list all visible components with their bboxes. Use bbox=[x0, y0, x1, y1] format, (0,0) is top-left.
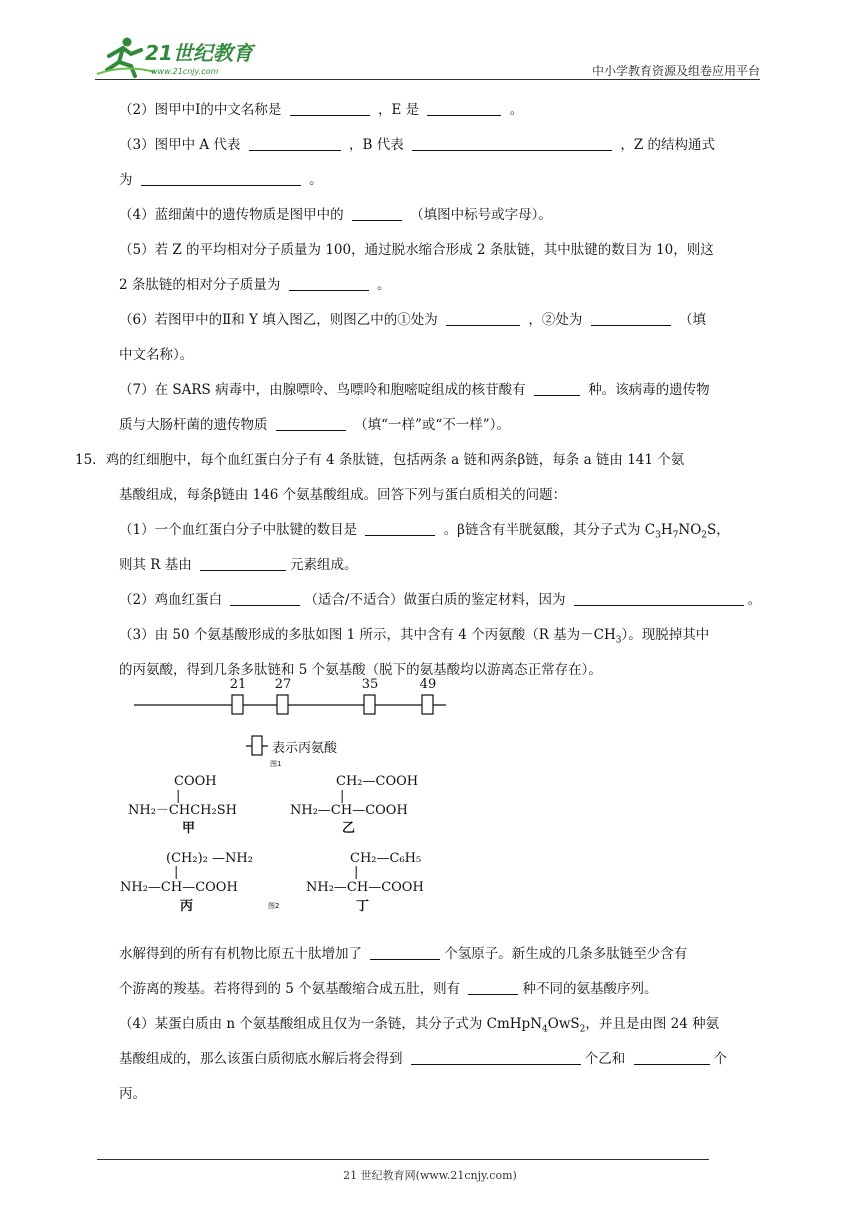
q14-part3-cont bbox=[95, 168, 770, 193]
q15-stem bbox=[75, 448, 770, 473]
answer-blank[interactable] bbox=[634, 1050, 710, 1065]
amino-acid-yi bbox=[290, 774, 418, 836]
answer-blank[interactable] bbox=[534, 381, 580, 396]
page-footer: 21 世纪教育网(www.21cnjy.com) bbox=[343, 1169, 517, 1182]
subscript: 2 bbox=[701, 530, 707, 541]
formula-bond: | bbox=[176, 789, 181, 804]
formula-bottom: NH₂—CH—COOH bbox=[290, 803, 408, 818]
answer-blank[interactable] bbox=[276, 416, 346, 431]
answer-blank[interactable] bbox=[427, 101, 501, 116]
logo bbox=[95, 34, 265, 78]
q14-part4-text-b: （填图中标号或字母）。 bbox=[410, 207, 552, 223]
alanine-marker-27 bbox=[275, 677, 292, 714]
answer-blank[interactable] bbox=[200, 556, 286, 571]
subscript: 2 bbox=[579, 1024, 586, 1035]
q14-part7-text-d: （填“一样”或“不一样”）。 bbox=[354, 417, 510, 433]
position-label: 35 bbox=[361, 677, 379, 692]
q15-part1 bbox=[95, 518, 770, 543]
q15-part3-text: （3）由 50 个氨基酸形成的多肽如图 1 所示，其中含有 4 个丙氨酸（R 基为－CH bbox=[119, 627, 616, 643]
formula-bond: | bbox=[354, 865, 359, 880]
q15-part3-after-fig-2 bbox=[95, 977, 770, 1002]
q14-part5-end: 。 bbox=[376, 277, 391, 293]
question-content bbox=[75, 98, 770, 1117]
q15-part4 bbox=[95, 1012, 770, 1037]
q15-part3-text-c: 的丙氨酸，得到几条多肽链和 5 个氨基酸（脱下的氨基酸均以游离态正常存在）。 bbox=[119, 662, 602, 678]
q14-part5-text-b: 2 条肽链的相对分子质量为 bbox=[119, 277, 281, 293]
q14-part6-text-c: （填 bbox=[678, 312, 706, 328]
subscript: 3 bbox=[615, 635, 622, 646]
q14-part5 bbox=[95, 238, 770, 263]
footer-divider bbox=[97, 1159, 709, 1160]
answer-blank[interactable] bbox=[468, 980, 518, 995]
q15-part1-text: （1）一个血红蛋白分子中肽键的数目是 bbox=[119, 522, 358, 538]
answer-blank[interactable] bbox=[290, 101, 370, 116]
alanine-marker-35 bbox=[362, 677, 379, 714]
q15-part4-text-e: 个乙和 bbox=[584, 1051, 626, 1067]
position-label: 49 bbox=[419, 677, 437, 692]
q14-part3 bbox=[95, 133, 770, 158]
q15-stem-text-b: 基酸组成，每条β链由 146 个氨基酸组成。回答下列与蛋白质相关的问题： bbox=[119, 487, 567, 503]
q14-part3-text: （3）图甲中 A 代表 bbox=[119, 137, 241, 153]
q14-part7-cont bbox=[95, 413, 770, 438]
amino-acid-ding bbox=[306, 851, 424, 914]
q15-stem-cont bbox=[95, 483, 770, 508]
q14-part6 bbox=[95, 308, 770, 333]
formula-bond: | bbox=[174, 865, 179, 880]
answer-blank[interactable] bbox=[230, 591, 300, 606]
q14-part7-text: （7）在 SARS 病毒中，由腺嘌呤、鸟嘌呤和胞嘧啶组成的核苷酸有 bbox=[119, 382, 526, 398]
formula-top: CH₂—C₆H₅ bbox=[350, 851, 422, 866]
q14-part7 bbox=[95, 378, 770, 403]
q15-part1-text-e: S， bbox=[707, 522, 730, 538]
q15-part3 bbox=[95, 623, 770, 648]
answer-blank[interactable] bbox=[446, 311, 520, 326]
q15-part1-text-c: H bbox=[660, 522, 673, 538]
q15-part1-text-f: 则其 R 基由 bbox=[119, 557, 192, 573]
answer-blank[interactable] bbox=[370, 945, 440, 960]
q15-part3-text-d: 水解得到的所有有机物比原五十肽增加了 bbox=[119, 946, 362, 962]
formula-bottom: NH₂—CH—COOH bbox=[306, 880, 424, 895]
figure-1-caption: 图1 bbox=[270, 760, 282, 768]
q14-part6-text-d: 中文名称）。 bbox=[119, 347, 194, 363]
figure-1-polypeptide bbox=[130, 672, 460, 772]
q15-part3-text-b: ）。现脱掉其中 bbox=[621, 627, 710, 643]
q15-part1-text-b: 。β链含有半胱氨酸，其分子式为 C bbox=[443, 522, 656, 538]
answer-blank[interactable] bbox=[141, 171, 301, 186]
amino-acid-bing bbox=[120, 851, 253, 914]
q15-part3-after-fig bbox=[95, 942, 770, 967]
q14-part6-text: （6）若图甲中的Ⅱ和 Y 填入图乙，则图乙中的①处为 bbox=[119, 312, 438, 328]
q15-part2-text: （2）鸡血红蛋白 bbox=[119, 592, 223, 608]
q15-part4-text-f: 个 bbox=[713, 1051, 728, 1067]
alanine-marker-49 bbox=[420, 677, 437, 714]
alanine-marker-21 bbox=[230, 677, 247, 714]
q15-part1-text-d: NO bbox=[678, 522, 702, 538]
formula-label: 丁 bbox=[356, 899, 370, 914]
q15-part4-text: （4）某蛋白质由 n 个氨基酸组成且仅为一条链，其分子式为 CmHpN bbox=[119, 1016, 543, 1032]
q14-part6-text-b: ，②处为 bbox=[528, 312, 583, 328]
logo-text: 21世纪教育 bbox=[145, 41, 253, 65]
q15-part1-text-g: 元素组成。 bbox=[290, 557, 358, 573]
q15-part3-text-f: 个游离的羧基。若将得到的 5 个氨基酸缩合成五肚，则有 bbox=[119, 981, 461, 997]
q14-part3-end: 。 bbox=[309, 172, 323, 188]
q15-part2 bbox=[95, 588, 770, 613]
q14-part3-text-b: ，B 代表 bbox=[349, 137, 404, 153]
formula-bottom: NH₂—CH—COOH bbox=[120, 880, 238, 895]
position-label: 21 bbox=[229, 677, 247, 692]
q15-part2-end: 。 bbox=[747, 592, 762, 608]
q14-part3-text-d: 为 bbox=[119, 172, 133, 188]
formula-top: (CH₂)₂ —NH₂ bbox=[166, 851, 253, 866]
subscript: 4 bbox=[542, 1024, 548, 1035]
answer-blank[interactable] bbox=[591, 311, 671, 326]
q15-stem-text: 鸡的红细胞中，每个血红蛋白分子有 4 条肽链，包括两条 a 链和两条β链，每条 a 链由 141 个氨 bbox=[105, 452, 685, 468]
figure-1-legend bbox=[246, 736, 338, 768]
q14-part2-end: 。 bbox=[509, 102, 524, 118]
amino-acid-jia bbox=[128, 774, 237, 836]
answer-blank[interactable] bbox=[289, 276, 369, 291]
formula-label: 丙 bbox=[180, 899, 194, 914]
q14-part7-text-b: 种。该病毒的遗传物 bbox=[588, 382, 710, 398]
formula-top: CH₂—COOH bbox=[336, 774, 419, 789]
formula-label: 乙 bbox=[342, 821, 356, 836]
answer-blank[interactable] bbox=[365, 521, 435, 536]
q14-part5-cont bbox=[95, 273, 770, 298]
q15-part4-text-d: 基酸组成的，那么该蛋白质彻底水解后将会得到 bbox=[119, 1051, 403, 1067]
formula-top: COOH bbox=[174, 774, 217, 789]
logo-url: www.21cnjy.com bbox=[151, 67, 219, 76]
header-divider bbox=[95, 79, 760, 80]
figure-2-caption: 图2 bbox=[268, 902, 280, 910]
answer-blank[interactable] bbox=[411, 1050, 581, 1065]
answer-blank[interactable] bbox=[249, 136, 341, 151]
q15-part2-text-b: （适合/不适合）做蛋白质的鉴定材料，因为 bbox=[304, 592, 566, 608]
answer-blank[interactable] bbox=[352, 206, 402, 221]
formula-bond: | bbox=[340, 789, 345, 804]
q14-part4-text: （4）蓝细菌中的遗传物质是图甲中的 bbox=[119, 207, 344, 223]
question-number: 15． bbox=[75, 452, 106, 468]
q14-part3-text-c: ，Z 的结构通式 bbox=[620, 137, 715, 153]
q14-part4 bbox=[95, 203, 770, 228]
answer-blank[interactable] bbox=[574, 591, 744, 606]
figure-2-amino-acids bbox=[118, 770, 448, 920]
subscript: 7 bbox=[672, 530, 679, 541]
subscript: 3 bbox=[655, 530, 661, 541]
q15-part3-text-g: 种不同的氨基酸序列。 bbox=[522, 981, 658, 997]
answer-blank[interactable] bbox=[412, 136, 612, 151]
position-label: 27 bbox=[274, 677, 292, 692]
formula-bottom: NH₂－CHCH₂SH bbox=[128, 803, 237, 818]
q15-part4-cont-2 bbox=[95, 1082, 770, 1107]
q15-part4-text-c: ，并且是由图 24 种氨 bbox=[585, 1016, 720, 1032]
legend-label: 表示丙氨酸 bbox=[272, 741, 338, 756]
q14-part6-cont bbox=[95, 343, 770, 368]
platform-title: 中小学教育资源及组卷应用平台 bbox=[591, 64, 760, 78]
q14-part2-text: （2）图甲中Ⅰ的中文名称是 bbox=[119, 102, 282, 118]
formula-label: 甲 bbox=[182, 821, 196, 836]
q15-part1-cont bbox=[95, 553, 770, 578]
q15-part4-cont bbox=[95, 1047, 770, 1072]
q14-part5-text: （5）若 Z 的平均相对分子质量为 100，通过脱水缩合形成 2 条肽链，其中肽键的数目为 10，则这 bbox=[119, 242, 714, 258]
q15-part4-text-b: OwS bbox=[547, 1016, 580, 1032]
q14-part7-text-c: 质与大肠杆菌的遗传物质 bbox=[119, 417, 268, 433]
q15-part4-text-g: 丙。 bbox=[119, 1086, 146, 1102]
q14-part2 bbox=[95, 98, 770, 123]
q14-part2-text-b: ，E 是 bbox=[378, 102, 420, 118]
q15-part3-text-e: 个氢原子。新生成的几条多肽链至少含有 bbox=[444, 946, 688, 962]
page-header bbox=[95, 34, 760, 80]
alanine-legend-icon bbox=[252, 736, 262, 755]
